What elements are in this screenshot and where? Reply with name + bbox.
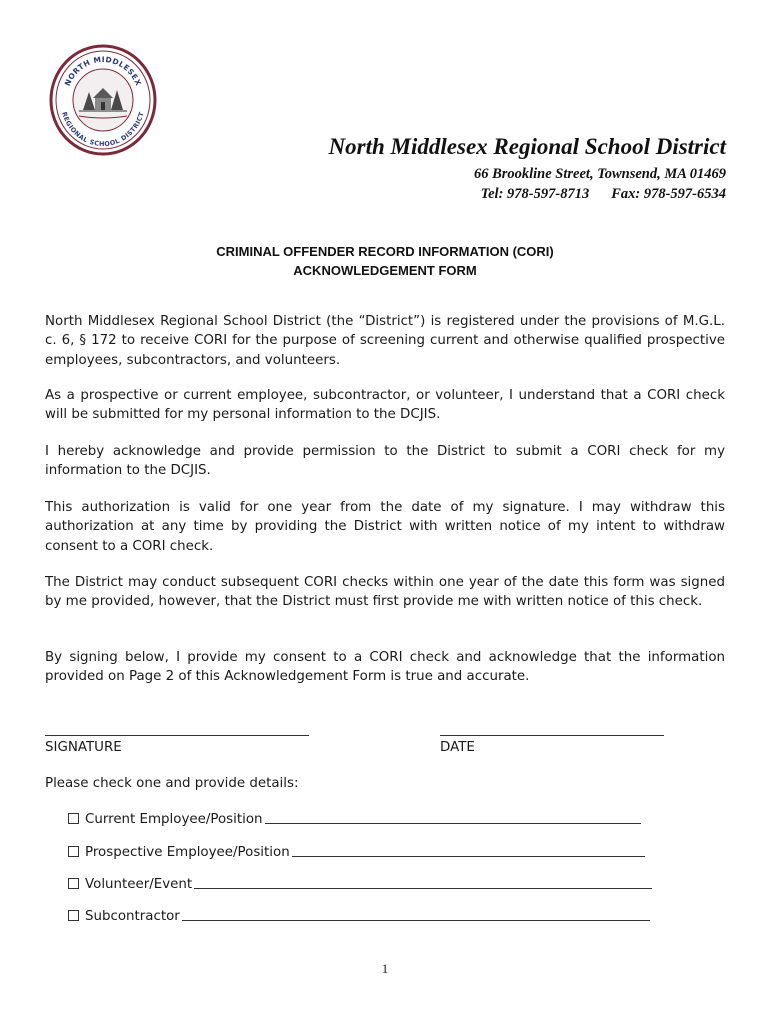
district-seal-logo xyxy=(49,44,157,156)
paragraph-consent: By signing below, I provide my consent to a CORI check and acknowledge that the information provided on Page 2 of this Acknowledgement Form is true and accurate. xyxy=(45,650,725,685)
signature-label: SIGNATURE xyxy=(45,740,122,755)
prospective-employee-details-field[interactable] xyxy=(292,856,645,857)
date-field[interactable] xyxy=(440,735,664,736)
option-label: Prospective Employee/Position xyxy=(85,845,290,860)
seal-top-text: NORTH MIDDLESEX xyxy=(62,54,144,88)
volunteer-details-field[interactable] xyxy=(194,888,652,889)
page-number: 1 xyxy=(381,961,389,976)
subcontractor-details-field[interactable] xyxy=(182,920,650,921)
signature-field[interactable] xyxy=(45,735,309,736)
fax-number: Fax: 978-597-6534 xyxy=(611,186,726,202)
paragraph-validity: This authorization is valid for one year from the date of my signature. I may withdraw this authorization at any time by providing the District with written notice of my intent to withdraw consent to a CORI check. xyxy=(45,500,725,554)
option-current-employee xyxy=(68,812,641,827)
paragraph-permission: I hereby acknowledge and provide permission to the District to submit a CORI check for my information to the DCJIS. xyxy=(45,444,725,479)
district-name: North Middlesex Regional School District xyxy=(328,134,726,159)
district-address: 66 Brookline Street, Townsend, MA 01469 xyxy=(473,166,726,182)
seal-bottom-text: REGIONAL SCHOOL DISTRICT xyxy=(60,110,146,149)
option-label: Current Employee/Position xyxy=(85,812,263,827)
tel-number: Tel: 978-597-8713 xyxy=(480,186,590,202)
date-label: DATE xyxy=(440,740,475,755)
checkbox-volunteer[interactable] xyxy=(68,878,79,889)
current-employee-details-field[interactable] xyxy=(265,823,641,824)
check-instruction: Please check one and provide details: xyxy=(45,776,299,791)
option-prospective-employee xyxy=(68,845,645,860)
form-title-line1: CRIMINAL OFFENDER RECORD INFORMATION (CORI) xyxy=(216,244,554,259)
form-title-line2: ACKNOWLEDGEMENT FORM xyxy=(293,263,477,278)
district-contact xyxy=(481,186,726,203)
paragraph-understanding: As a prospective or current employee, subcontractor, or volunteer, I understand that a CORI check will be submitted for my personal information to the DCJIS. xyxy=(45,388,725,423)
option-subcontractor xyxy=(68,909,650,924)
option-label: Volunteer/Event xyxy=(85,877,193,892)
checkbox-subcontractor[interactable] xyxy=(68,910,79,921)
checkbox-current-employee[interactable] xyxy=(68,813,79,824)
paragraph-registration: North Middlesex Regional School District (the “District”) is registered under the provisions of M.G.L. c. 6, § 172 to receive CORI for the purpose of screening current and otherwise qualified prospective employees, subcontractors, and volunteers. xyxy=(45,314,725,368)
checkbox-prospective-employee[interactable] xyxy=(68,846,79,857)
option-label: Subcontractor xyxy=(85,909,180,924)
option-volunteer xyxy=(68,877,652,892)
paragraph-subsequent-checks: The District may conduct subsequent CORI checks within one year of the date this form was signed by me provided, however, that the District must first provide me with written notice of this check. xyxy=(45,575,725,610)
